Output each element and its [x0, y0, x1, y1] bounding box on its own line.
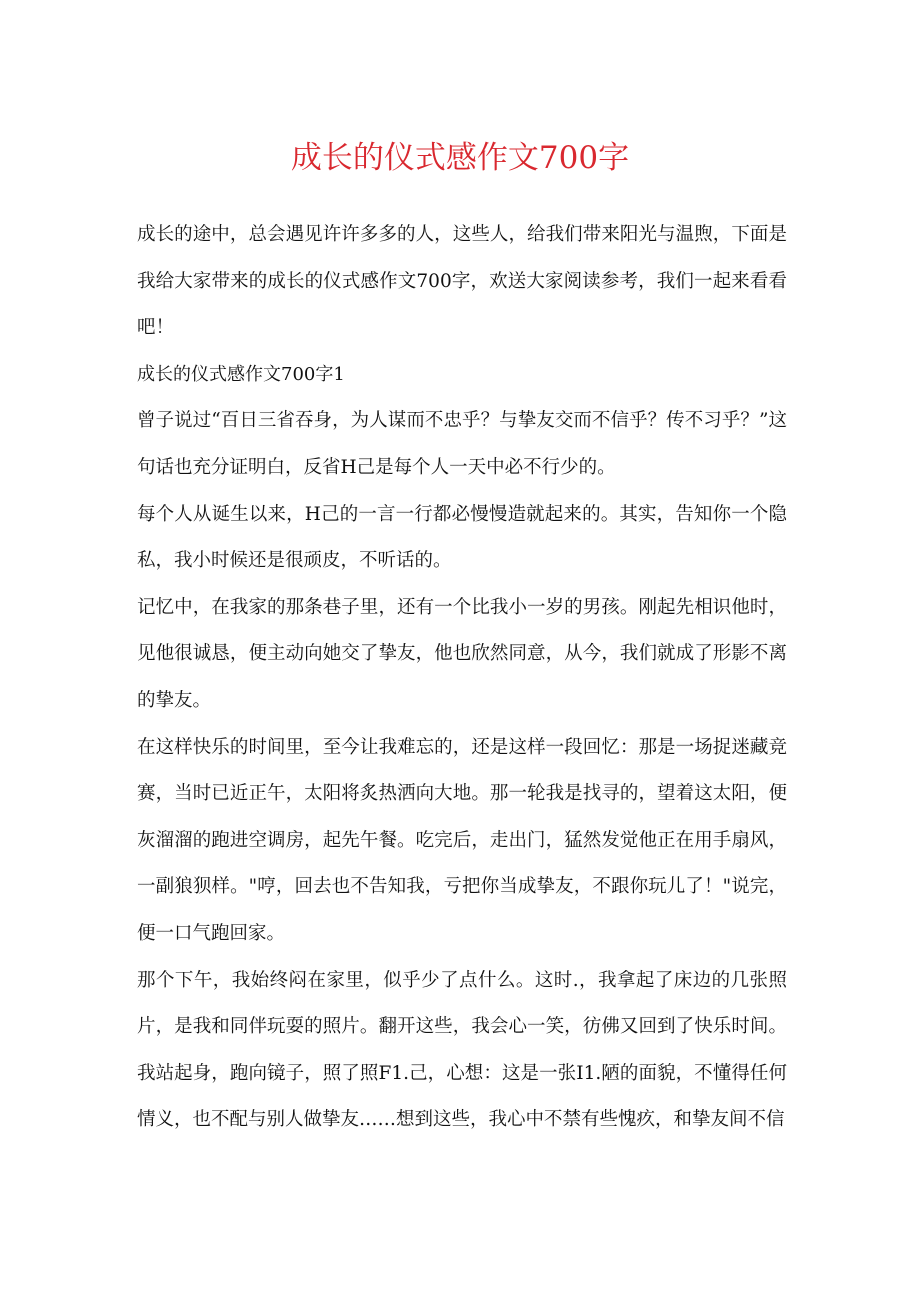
body-paragraph: 在这样快乐的时间里，至今让我难忘的，还是这样一段回忆：那是一场捉迷藏竞赛，当时已近正午，太阳将炙热洒向大地。那一轮我是找寻的，望着这太阳，便灰溜溜的跑进空调房，起先午餐。吃完后，走出门，猛然发觉他正在用手扇风，一副狼狈样。"哼，回去也不告知我，亏把你当成挚友，不跟你玩儿了！"说完，便一口气跑回家。	[137, 736, 787, 944]
body-paragraph: 每个人从诞生以来，H己的一言一行都必慢慢造就起来的。其实，告知你一个隐私，我小时候还是很顽皮，不听话的。	[137, 503, 787, 572]
document-body	[137, 212, 787, 1144]
intro-paragraph: 成长的途中，总会遇见许许多多的人，这些人，给我们带来阳光与温煦，下面是我给大家带来的成长的仪式感作文700字，欢送大家阅读参考，我们一起来看看吧！	[137, 224, 787, 339]
document-title: 成长的仪式感作文700字	[290, 140, 630, 176]
section-heading: 成长的仪式感作文700字1	[137, 363, 345, 385]
body-paragraph: 曾子说过“百日三省吞身，为人谋而不忠乎？与挚友交而不信乎？传不习乎？”这句话也充分证明白，反省H己是每个人一天中必不行少的。	[137, 410, 787, 478]
body-paragraph: 记忆中，在我家的那条巷子里，还有一个比我小一岁的男孩。刚起先相识他时，见他很诚恳，便主动向她交了挚友，他也欣然同意，从今，我们就成了形影不离的挚友。	[137, 596, 787, 711]
body-paragraph: 那个下午，我始终闷在家里，似乎少了点什么。这时.，我拿起了床边的几张照片，是我和同伴玩耍的照片。翻开这些，我会心一笑，彷佛又回到了快乐时间。我站起身，跑向镜子，照了照F1.己，心想：这是一张I1.陋的面貌，不懂得任何情义，也不配与别人做挚友……想到这些，我心中不禁有些愧疚，和挚友间不信	[137, 969, 787, 1131]
